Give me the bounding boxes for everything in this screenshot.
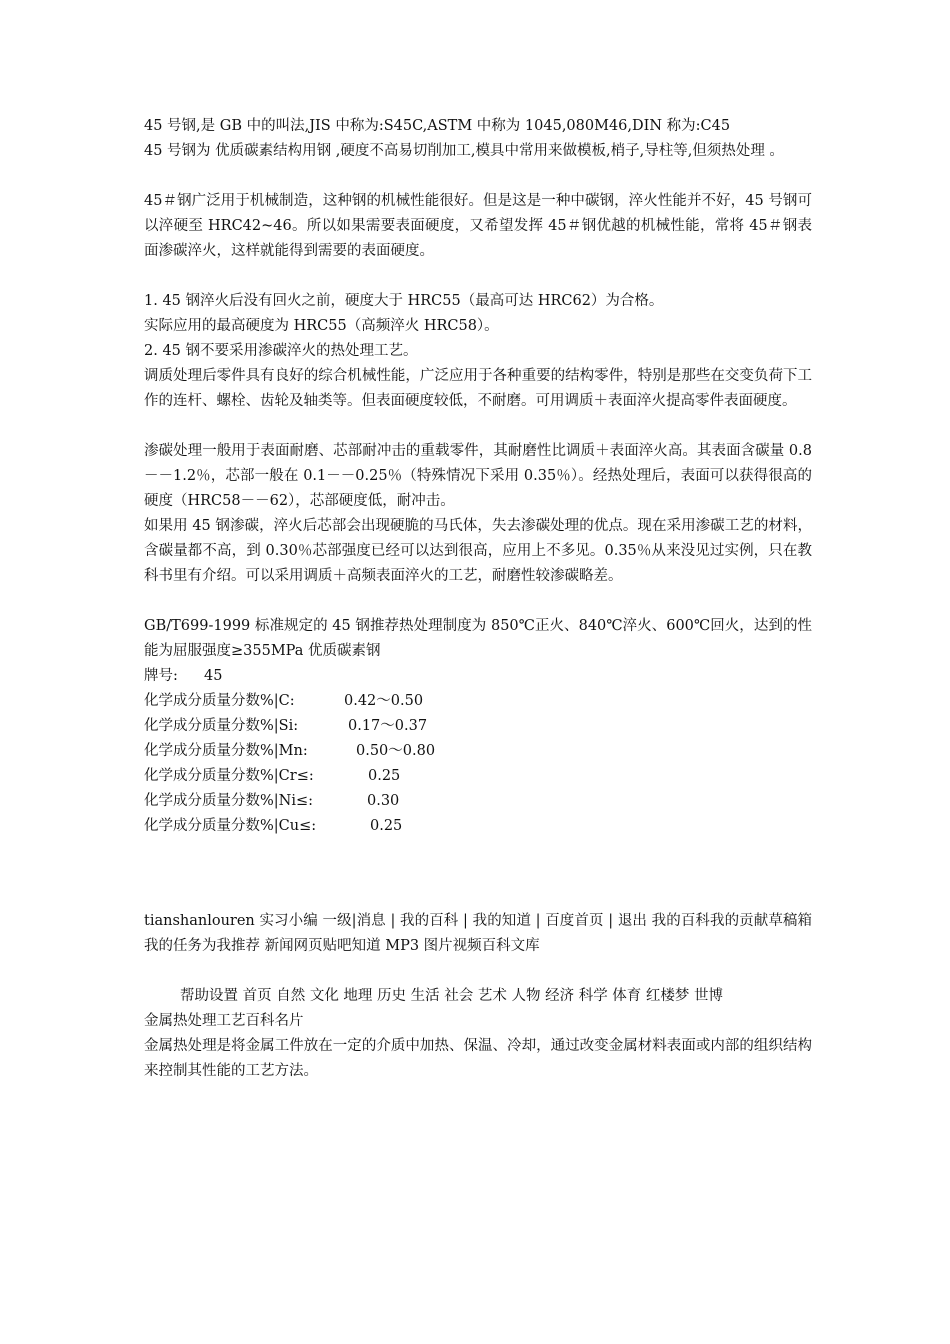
composition-label: 化学成分质量分数%|Si: bbox=[144, 718, 299, 734]
composition-row bbox=[144, 814, 812, 839]
baike-category-nav[interactable]: 帮助设置 首页 自然 文化 地理 历史 生活 社会 艺术 人物 经济 科学 体育 红楼梦 世博 bbox=[180, 988, 724, 1004]
baike-user-nav[interactable]: tianshanlouren 实习小编 一级|消息 | 我的百科 | 我的知道 | 百度首页 | 退出 我的百科我的贡献草稿箱我的任务为我推荐 新闻网页贴吧知道 MP3 图片视频百科文库 bbox=[144, 913, 812, 954]
document-body bbox=[144, 114, 812, 1084]
paragraph-hardening: 45＃钢广泛用于机械制造，这种钢的机械性能很好。但是这是一种中碳钢，淬火性能并不好，45 号钢可以淬硬至 HRC42~46。所以如果需要表面硬度，又希望发挥 45＃钢优越的机械性能，常将 45＃钢表面渗碳淬火，这样就能得到需要的表面硬度。 bbox=[144, 193, 812, 259]
composition-value: 0.50～0.80 bbox=[356, 743, 436, 759]
composition-label: 化学成分质量分数%|Mn: bbox=[144, 743, 308, 759]
paragraph-carburizing: 渗碳处理一般用于表面耐磨、芯部耐冲击的重载零件，其耐磨性比调质＋表面淬火高。其表面含碳量 0.8－－1.2％，芯部一般在 0.1－－0.25％（特殊情况下采用 0.35％）。经热处理后，表面可以获得很高的硬度（HRC58－－62），芯部硬度低，耐冲击。 bbox=[144, 443, 812, 509]
composition-value: 0.42～0.50 bbox=[344, 693, 424, 709]
composition-value: 0.25 bbox=[368, 768, 401, 784]
grade-row bbox=[144, 664, 812, 689]
grade-value: 45 bbox=[204, 668, 223, 684]
composition-label: 化学成分质量分数%|C: bbox=[144, 693, 295, 709]
composition-value: 0.25 bbox=[370, 818, 403, 834]
grade-label: 牌号: bbox=[144, 668, 178, 684]
composition-label: 化学成分质量分数%|Ni≤: bbox=[144, 793, 314, 809]
paragraph-45-carburizing: 如果用 45 钢渗碳，淬火后芯部会出现硬脆的马氏体，失去渗碳处理的优点。现在采用渗碳工艺的材料，含碳量都不高，到 0.30％芯部强度已经可以达到很高，应用上不多见。0.35％从来没见过实例，只在教科书里有介绍。可以采用调质＋高频表面淬火的工艺，耐磨性较渗碳略差。 bbox=[144, 518, 812, 584]
max-hardness-line: 实际应用的最高硬度为 HRC55（高频淬火 HRC58）。 bbox=[144, 318, 499, 334]
composition-label: 化学成分质量分数%|Cu≤: bbox=[144, 818, 317, 834]
paragraph-usage: 45 号钢为 优质碳素结构用钢 ,硬度不高易切削加工,模具中常用来做模板,梢子,导柱等,但须热处理 。 bbox=[144, 143, 784, 159]
paragraph-naming: 45 号钢,是 GB 中的叫法,JIS 中称为:S45C,ASTM 中称为 1045,080M46,DIN 称为:C45 bbox=[144, 118, 731, 134]
composition-row bbox=[144, 739, 812, 764]
paragraph-standard: GB/T699-1999 标准规定的 45 钢推荐热处理制度为 850℃正火、840℃淬火、600℃回火，达到的性能为屈服强度≥355MPa 优质碳素钢 bbox=[144, 618, 812, 659]
composition-row bbox=[144, 689, 812, 714]
composition-value: 0.30 bbox=[367, 793, 400, 809]
composition-row bbox=[144, 714, 812, 739]
composition-value: 0.17～0.37 bbox=[348, 718, 428, 734]
composition-row bbox=[144, 764, 812, 789]
point-1: 1. 45 钢淬火后没有回火之前，硬度大于 HRC55（最高可达 HRC62）为合格。 bbox=[144, 293, 664, 309]
composition-row bbox=[144, 789, 812, 814]
definition-text: 金属热处理是将金属工件放在一定的介质中加热、保温、冷却，通过改变金属材料表面或内部的组织结构来控制其性能的工艺方法。 bbox=[144, 1038, 812, 1079]
card-title: 金属热处理工艺百科名片 bbox=[144, 1013, 304, 1029]
point-2: 2. 45 钢不要采用渗碳淬火的热处理工艺。 bbox=[144, 343, 418, 359]
paragraph-quench-temper: 调质处理后零件具有良好的综合机械性能，广泛应用于各种重要的结构零件，特别是那些在交变负荷下工作的连杆、螺栓、齿轮及轴类等。但表面硬度较低，不耐磨。可用调质＋表面淬火提高零件表面硬度。 bbox=[144, 368, 812, 409]
composition-label: 化学成分质量分数%|Cr≤: bbox=[144, 768, 314, 784]
